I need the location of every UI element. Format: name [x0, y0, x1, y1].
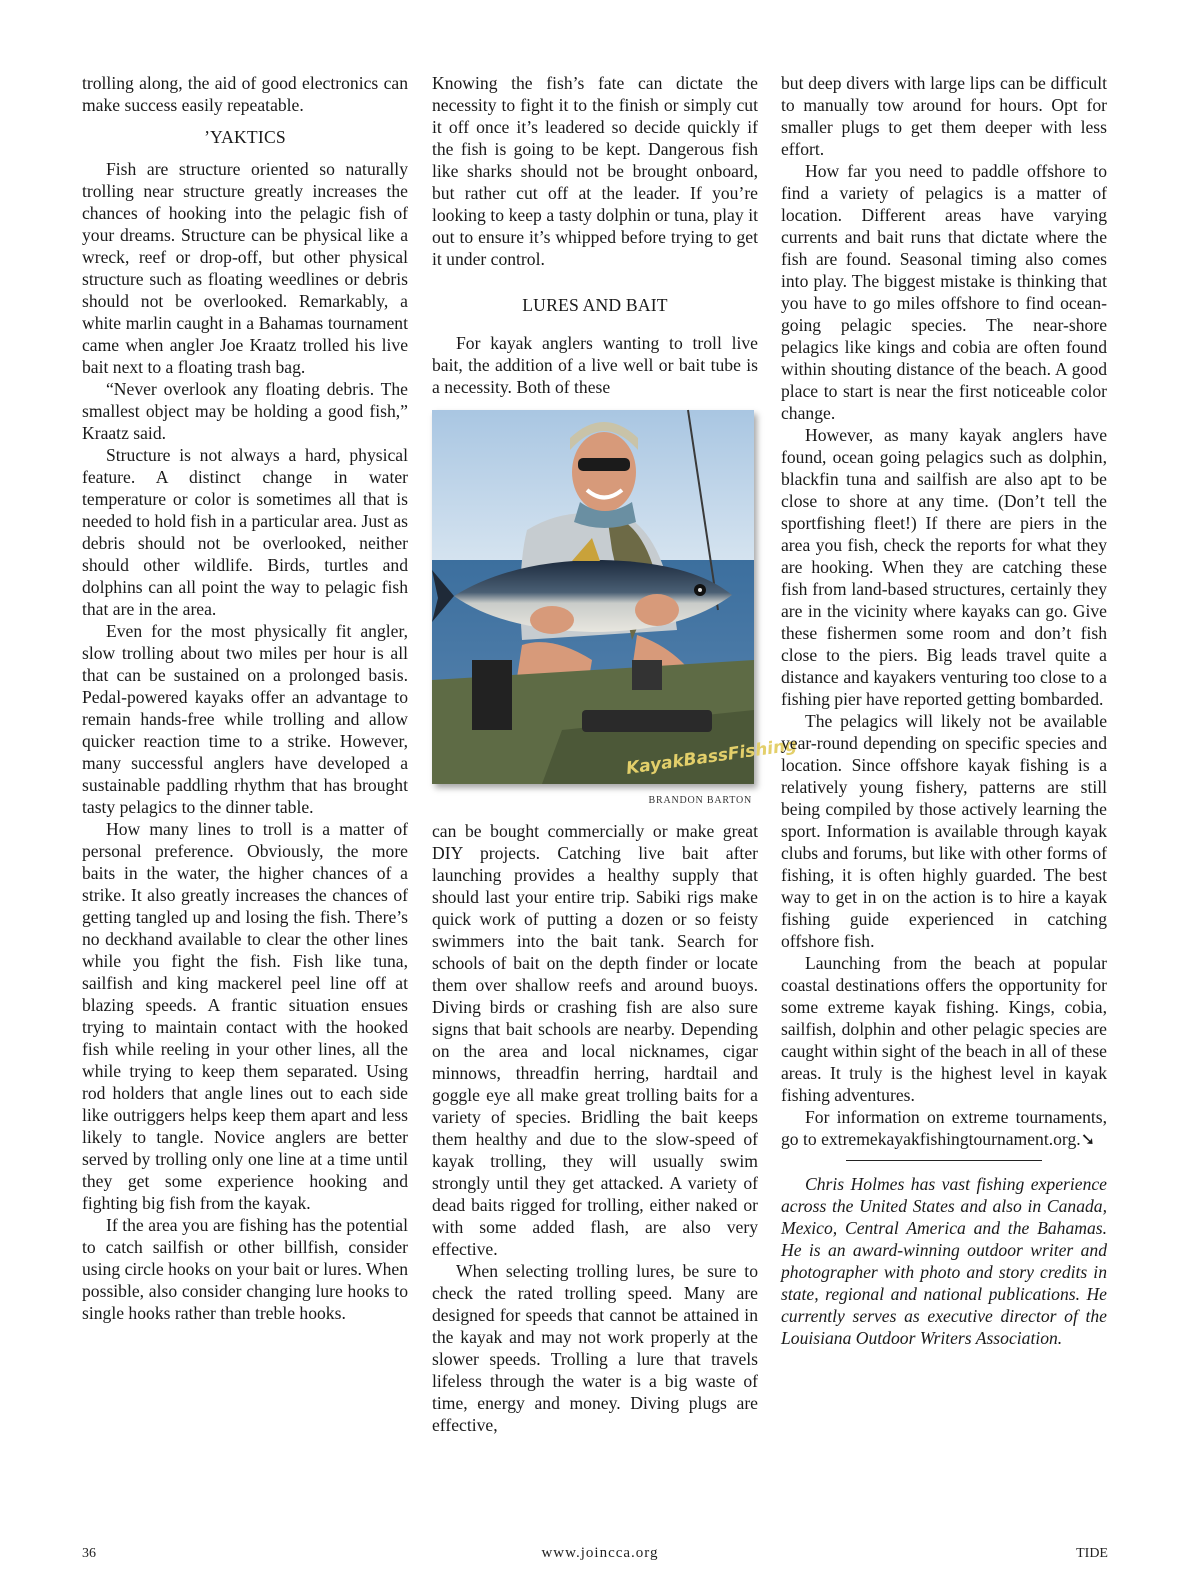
- paragraph: Launching from the beach at popular coastal destinations offers the opportunity for some extreme kayak fishing. Kings, cobia, sailfish, dolphin and other pelagic species are caught within sight of the beach in all of these areas. It truly is the highest level in kayak fishing adventures.: [781, 953, 1107, 1105]
- section-heading-yaktics: ’YAKTICS: [204, 127, 286, 147]
- end-mark-icon: ➘: [1080, 1129, 1096, 1149]
- kayak-brand-text: KayakBassFishing: [624, 735, 799, 779]
- paragraph: The pelagics will likely not be available year-round depending on specific species and location. Since offshore kayak fishing is a relatively young fishery, patterns are still being compiled by those actively learning the sport. Information is available through kayak clubs and forums, but like with other forms of fishing, it is often highly guarded. The best way to get in on the action is to hire a kayak fishing guide experienced in catching offshore fish.: [781, 711, 1107, 951]
- photo-illustration: [432, 410, 799, 784]
- photo-credit: BRANDON BARTON: [648, 795, 752, 806]
- paragraph-text: For information on extreme tournaments, go to extremekayakfishingtournament.org.: [781, 1107, 1107, 1149]
- paragraph: How many lines to troll is a matter of personal preference. Obviously, the more baits in the water, the higher chances of a strike. It also greatly increases the chances of getting tangled up and losing the fish. There’s no deckhand available to clear the other lines while you fight the fish. Fish like tuna, sailfish and king mackerel peel line off at blazing speeds. A frantic situation ensues trying to maintain contact with the hooked fish while reeling in your other lines, all the while trying to keep them separated. Using rod holders that angle lines out to each side like outriggers helps keep them apart and less likely to tangle. Novice anglers are better served by trolling only one line at a time until they get some experience hooking and fighting big fish from the kayak.: [82, 819, 408, 1213]
- paragraph: Knowing the fish’s fate can dictate the necessity to fight it to the finish or simply cut it off once it’s leadered so decide quickly if the fish is going to be kept. Dangerous fish like sharks should not be brought onboard, but rather cut off at the leader. If you’re looking to keep a tasty dolphin or tuna, play it out to ensure it’s whipped before trying to get it under control.: [432, 73, 758, 269]
- magazine-name: TIDE: [1076, 1546, 1108, 1561]
- author-bio: Chris Holmes has vast fishing experience across the United States and also in Canada, Mexico, Central America and the Bahamas. He is an award-winning outdoor writer and photographer with photo and story credits in state, regional and national publications. He currently serves as executive director of the Louisiana Outdoor Writers Association.: [781, 1174, 1107, 1348]
- paragraph: trolling along, the aid of good electronics can make success easily repeatable.: [82, 73, 408, 115]
- website-url: www.joincca.org: [541, 1545, 659, 1561]
- paragraph: Even for the most physically fit angler, slow trolling about two miles per hour is all that can be sustained on a prolonged basis. Pedal-powered kayaks offer an advantage to remain hands-free while trolling and allow quicker reaction time to a strike. However, many successful anglers have developed a sustainable paddling rhythm that has brought tasty pelagics to the dinner table.: [82, 621, 408, 817]
- paragraph: Structure is not always a hard, physical feature. A distinct change in water temperature or color is sometimes all that is needed to hold fish in a particular area. Just as debris should not be overlooked, neither should other wildlife. Birds, turtles and dolphins can all point the way to pelagic fish that are in the area.: [82, 445, 408, 619]
- section-heading-lures-and-bait: LURES AND BAIT: [522, 295, 668, 315]
- column-middle: [432, 72, 799, 1436]
- paragraph: Fish are structure oriented so naturally trolling near structure greatly increases the chances of hooking into the pelagic fish of your dreams. Structure can be physical like a wreck, reef or drop-off, but other physical structure such as floating weedlines or debris should not be overlooked. Remarkably, a white marlin caught in a Bahamas tournament came when angler Joe Kraatz trolled his live bait next to a floating trash bag.: [82, 159, 408, 377]
- paragraph: If the area you are fishing has the potential to catch sailfish or other billfish, consider using circle hooks on your bait or lures. When possible, also consider changing lure hooks to single hooks rather than treble hooks.: [82, 1215, 408, 1323]
- paragraph: [781, 1106, 1107, 1150]
- page-number: 36: [82, 1546, 96, 1561]
- divider-rule: [846, 1160, 1042, 1161]
- paragraph: can be bought commercially or make great DIY projects. Catching live bait after launching provides a healthy supply that should last your entire trip. Sabiki rigs make quick work of putting a dozen or so feisty swimmers into the bait tank. Search for schools of bait on the depth finder or locate them over shallow reefs and around buoys. Diving birds or crashing fish are also sure signs that bait schools are nearby. Depending on the area and local nicknames, cigar minnows, threadfin herring, hardtail and goggle eye all make great trolling baits for a variety of species. Bridling the bait keeps them healthy and due to the slow-speed of kayak trolling, they will usually swim strongly until they get attacked. A variety of dead baits rigged for trolling, either naked or with some added flash, are also very effective.: [432, 821, 758, 1259]
- column-left: [82, 72, 408, 1324]
- angler-with-tuna-photo: [432, 410, 799, 784]
- paragraph: but deep divers with large lips can be difficult to manually tow around for hours. Opt for smaller plugs to get them deeper with less effort.: [781, 73, 1107, 159]
- paragraph: “Never overlook any floating debris. The smallest object may be holding a good fish,” Kraatz said.: [82, 379, 408, 443]
- paragraph: However, as many kayak anglers have found, ocean going pelagics such as dolphin, blackfin tuna and sailfish are also apt to be close to shore at any time. (Don’t tell the sportfishing fleet!) If there are piers in the area you fish, check the reports for what they are hooking. When they are catching these fish from land-based structures, certainly they are in the vicinity where kayaks can go. Give these fishermen some room and don’t fish close to the piers. Big leads travel quite a distance and kayakers venturing too close to a fishing pier have reported getting bombarded.: [781, 425, 1107, 709]
- paragraph: For kayak anglers wanting to troll live bait, the addition of a live well or bait tube is a necessity. Both of these: [432, 333, 758, 397]
- column-right: [781, 72, 1107, 1349]
- paragraph: When selecting trolling lures, be sure to check the rated trolling speed. Many are designed for speeds that cannot be attained in the kayak and may not work properly at the slower speeds. Trolling a lure that travels lifeless through the water is a big waste of time, energy and money. Diving plugs are effective,: [432, 1261, 758, 1435]
- paragraph: How far you need to paddle offshore to find a variety of pelagics is a matter of location. Different areas have varying currents and bait runs that dictate where the fish are found. Seasonal timing also comes into play. The biggest mistake is thinking that you have to go miles offshore to find ocean-going pelagic species. The near-shore pelagics like kings and cobia are often found within shouting distance of the beach. A good place to start is near the first noticeable color change.: [781, 161, 1107, 423]
